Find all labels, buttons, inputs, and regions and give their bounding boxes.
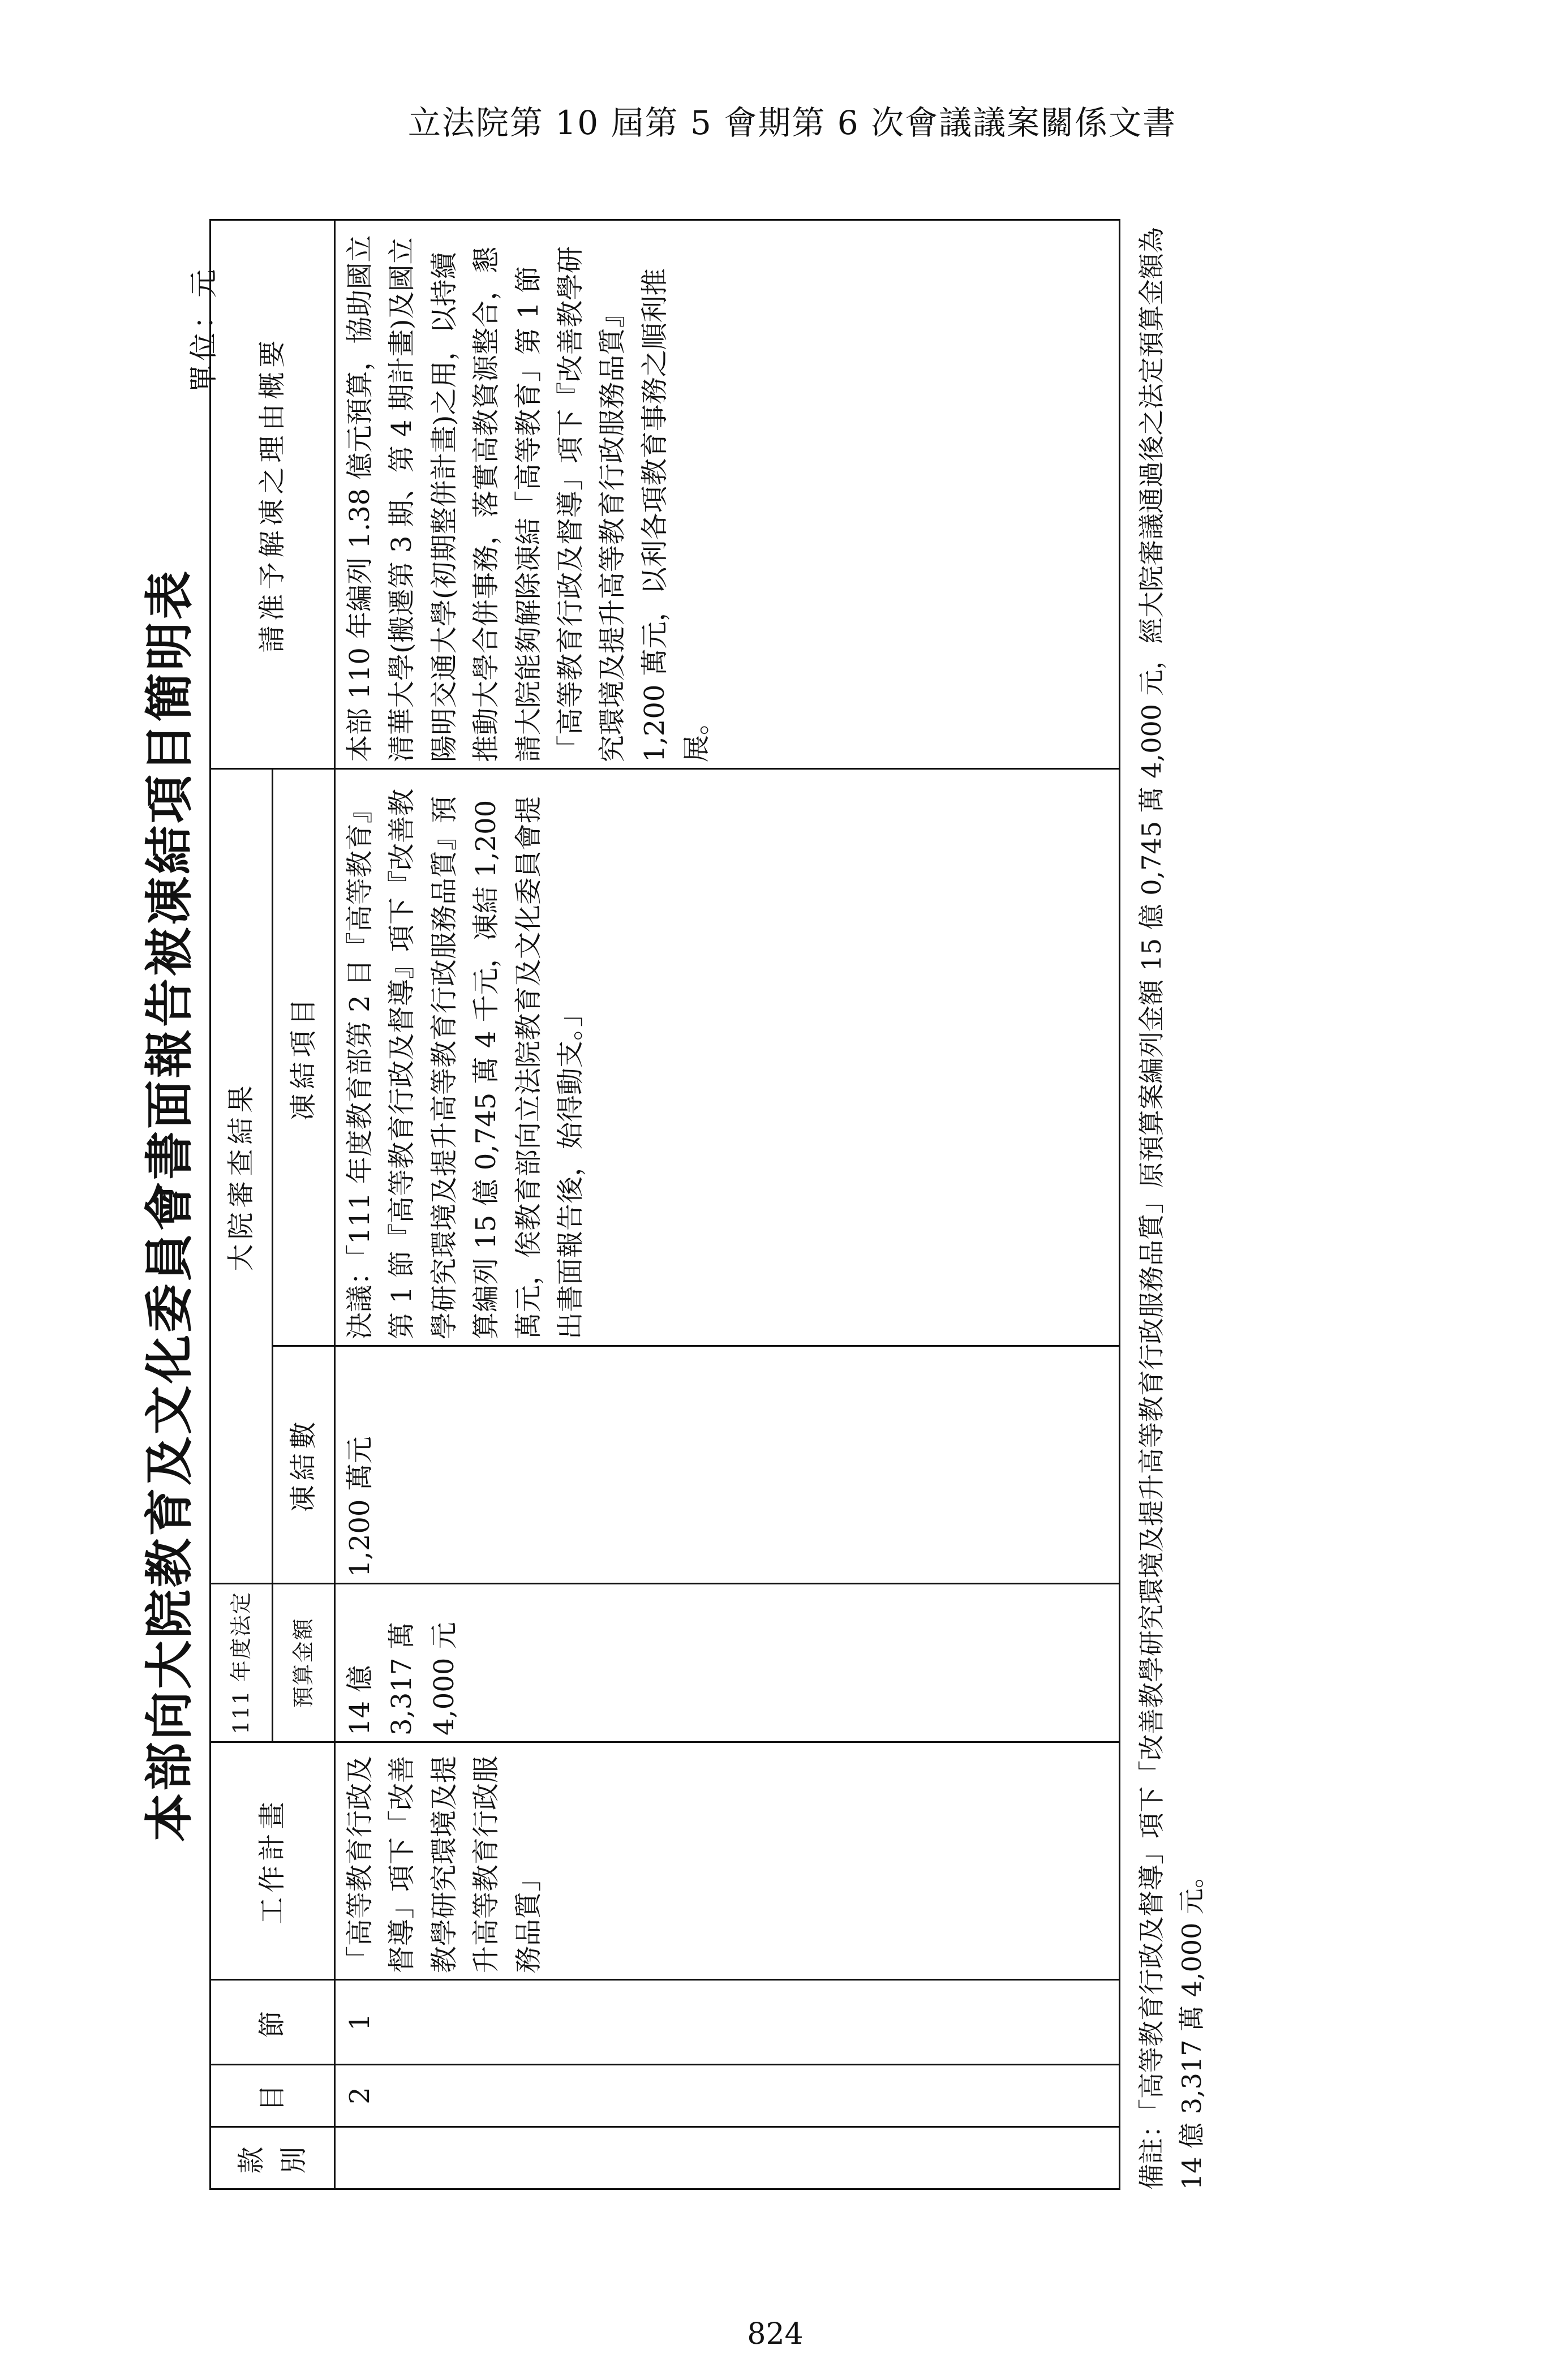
frozen-items-table bbox=[209, 219, 1120, 2190]
footnote: 備註：「高等教育行政及督導」項下「改善教學研究環境及提升高等教育行政服務品質」原預算案編列金額 15 億 0,745 萬 4,000 元，經大院審議通過後之法定預算金額為 14 億 3,317 萬 4,000 元。 bbox=[1136, 227, 1208, 2190]
header-budget-amount: 預算金額 bbox=[273, 1584, 335, 1742]
unit-label: 單位：元 bbox=[187, 266, 220, 393]
rotated-page-content bbox=[96, 221, 1285, 2190]
cell-reason: 本部 110 年編列 1.38 億元預算，協助國立清華大學(搬遷第 3 期、第 4 期計畫)及國立陽明交通大學(初期整併計畫)之用，以持續推動大學合併事務，落實高教資源整合，懇請大院能夠解除凍結「高等教育」第 1 節「高等教育行政及督導」項下『改善教學研究環境及提升高等教育行政服務品質』1,200 萬元，以利各項教育事務之順利推展。 bbox=[335, 220, 1120, 768]
frozen-items-table-wrap bbox=[209, 221, 1120, 2190]
cell-frozen-amount: 1,200 萬元 bbox=[335, 1346, 1120, 1584]
header-work-plan: 工作計畫 bbox=[211, 1742, 335, 1980]
header-section: 節 bbox=[211, 1980, 335, 2065]
page-number: 824 bbox=[747, 2317, 804, 2351]
header-reason: 請准予解凍之理由概要 bbox=[211, 220, 335, 768]
header-budget-group: 111 年度法定 bbox=[211, 1584, 273, 1742]
header-category: 款別 bbox=[211, 2127, 335, 2189]
header-item: 目 bbox=[211, 2065, 335, 2127]
header-frozen-amount: 凍結數 bbox=[273, 1346, 335, 1584]
cell-category bbox=[335, 2127, 1120, 2189]
cell-item: 2 bbox=[335, 2065, 1120, 2127]
cell-frozen-item: 決議：「111 年度教育部第 2 目『高等教育』第 1 節『高等教育行政及督導』項下『改善教學研究環境及提升高等教育行政服務品質』預算編列 15 億 0,745 萬 4 千元，凍結 1,200 萬元，俟教育部向立法院教育及文化委員會提出書面報告後，始得動支。」 bbox=[335, 768, 1120, 1346]
cell-section: 1 bbox=[335, 1980, 1120, 2065]
table-row bbox=[335, 220, 1120, 2189]
header-review-group: 大院審查結果 bbox=[211, 768, 273, 1583]
running-header: 立法院第 10 屆第 5 會期第 6 次會議議案關係文書 bbox=[407, 104, 1177, 142]
cell-work-plan: 「高等教育行政及督導」項下「改善教學研究環境及提升高等教育行政服務品質」 bbox=[335, 1742, 1120, 1980]
document-title: 本部向大院教育及文化委員會書面報告被凍結項目簡明表 bbox=[141, 569, 198, 1842]
cell-budget-amount: 14 億 3,317 萬 4,000 元 bbox=[335, 1584, 1120, 1742]
header-frozen-item: 凍結項目 bbox=[273, 768, 335, 1346]
